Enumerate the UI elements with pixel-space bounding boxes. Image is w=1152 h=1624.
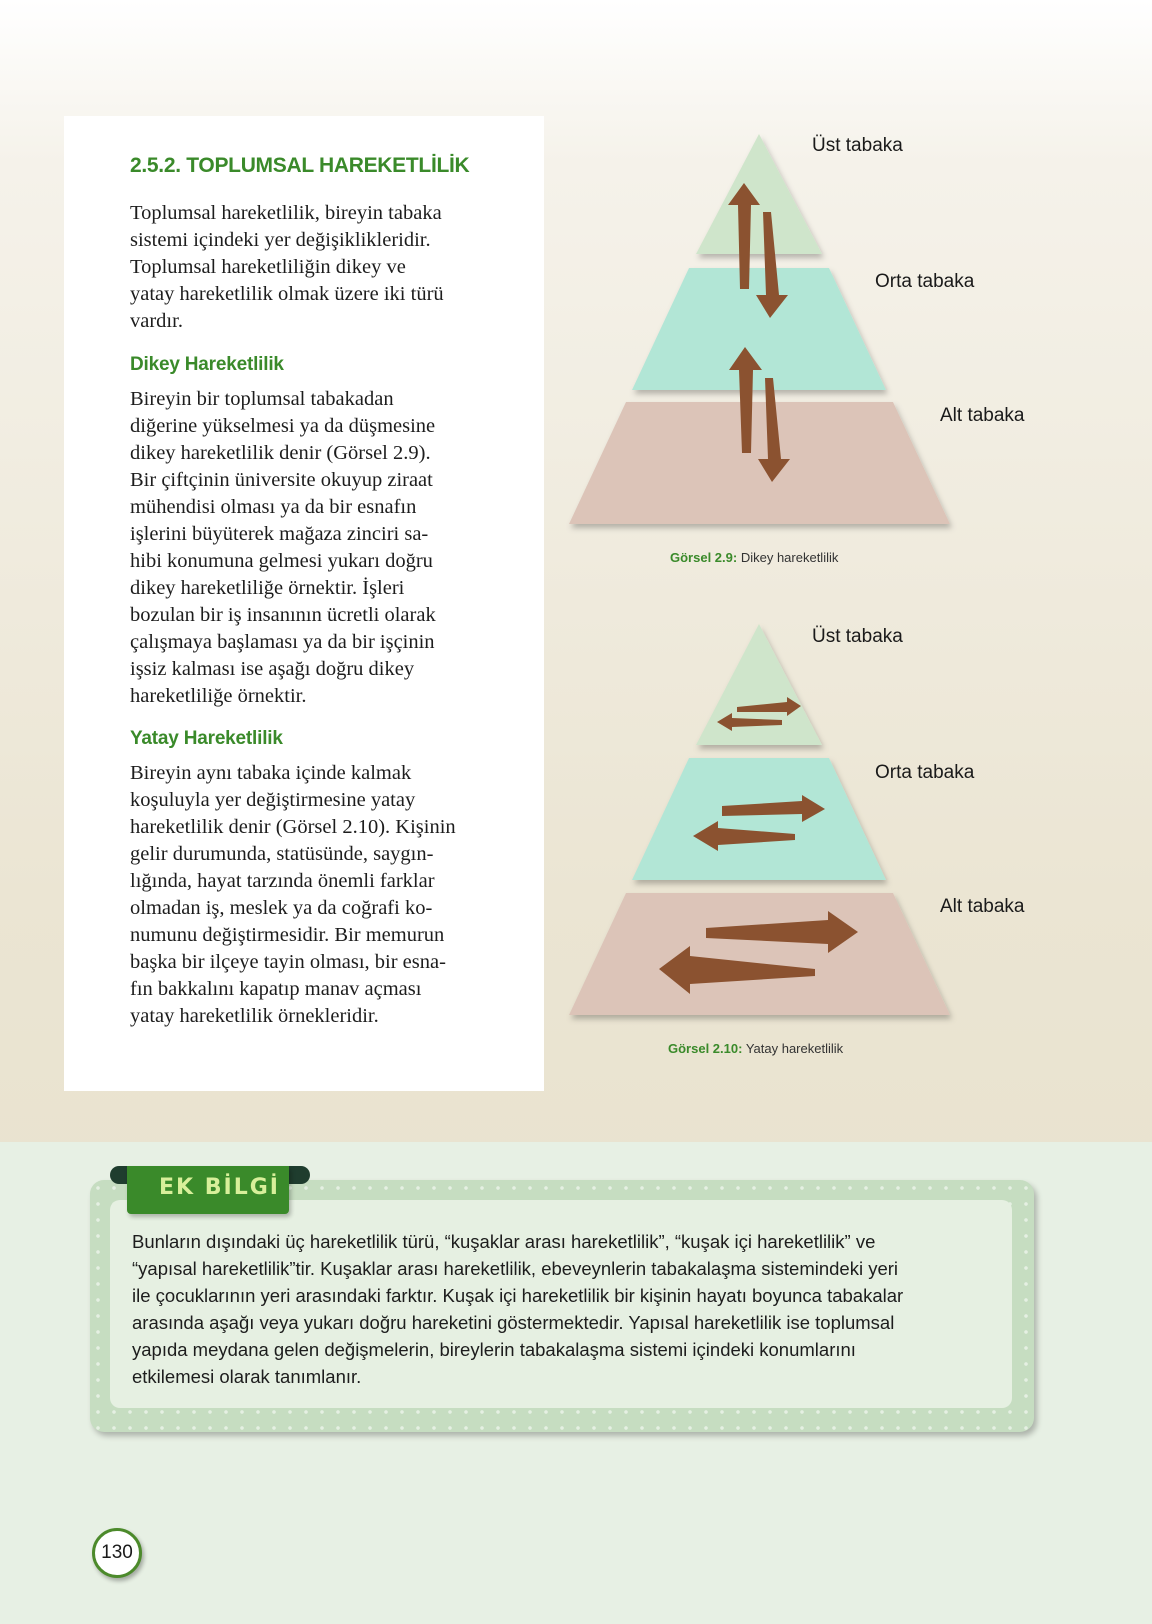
text-line: başka bir ilçeye tayin olması, bir esna- bbox=[130, 951, 446, 973]
text-line: olmadan iş, meslek ya da coğrafi ko- bbox=[130, 897, 433, 919]
figure-caption bbox=[670, 550, 838, 565]
caption-text: Dikey hareketlilik bbox=[740, 550, 839, 565]
text-line: arasında aşağı veya yukarı doğru hareketini göstermektedir. Yapısal hareketlilik ise toplumsal bbox=[132, 1312, 895, 1333]
text-line: işsiz kalması ise aşağı doğru dikey bbox=[130, 658, 415, 680]
tier-middle bbox=[632, 268, 886, 390]
text-line: lığında, hayat tarzında önemli farklar bbox=[130, 870, 435, 892]
caption-number: Görsel 2.9: bbox=[670, 550, 738, 565]
tier-top bbox=[696, 134, 822, 254]
text-line: numunu değiştirmesidir. Bir memurun bbox=[130, 924, 445, 946]
text-line: etkilemesi olarak tanımlanır. bbox=[132, 1366, 362, 1387]
label-middle-tier: Orta tabaka bbox=[875, 271, 975, 292]
label-lower-tier: Alt tabaka bbox=[940, 896, 1025, 917]
text-line: ile çocuklarının yeri arasındaki farktır. Kuşak içi hareketlilik bir kişinin hayatı boyunca tabakalar bbox=[132, 1285, 904, 1306]
pyramid-horizontal bbox=[569, 624, 950, 1015]
text-line: Toplumsal hareketliliğin dikey ve bbox=[130, 256, 406, 278]
label-upper-tier: Üst tabaka bbox=[812, 135, 903, 156]
text-line: sistemi içindeki yer değişiklikleridir. bbox=[130, 229, 431, 251]
text-line: işlerini büyüterek mağaza zinciri sa- bbox=[130, 523, 429, 545]
horizontal-heading: Yatay Hareketlilik bbox=[130, 728, 283, 749]
info-title-tab bbox=[127, 1166, 289, 1214]
tier-bottom bbox=[569, 893, 950, 1015]
tier-top bbox=[696, 624, 822, 745]
vertical-heading: Dikey Hareketlilik bbox=[130, 354, 284, 375]
text-line: mühendisi olması ya da bir esnafın bbox=[130, 496, 417, 518]
text-line: yatay hareketlilik örnekleridir. bbox=[130, 1005, 379, 1027]
text-line: diğerine yükselmesi ya da düşmesine bbox=[130, 415, 436, 437]
page-number: 130 bbox=[92, 1528, 142, 1578]
text-line: yapıda meydana gelen değişmelerin, bireylerin tabakalaşma sistemi içindeki konumlarını bbox=[132, 1339, 856, 1360]
tier-bottom bbox=[569, 402, 950, 524]
text-line: hibi konumuna gelmesi yukarı doğru bbox=[130, 550, 433, 572]
pyramid-vertical bbox=[569, 134, 950, 524]
text-line: fın bakkalını kapatıp manav açması bbox=[130, 978, 422, 1000]
text-line: Toplumsal hareketlilik, bireyin tabaka bbox=[130, 202, 442, 224]
tier-middle bbox=[632, 758, 886, 880]
text-line: yatay hareketlilik olmak üzere iki türü bbox=[130, 283, 444, 305]
section-title: 2.5.2. TOPLUMSAL HAREKETLİLİK bbox=[130, 154, 470, 177]
label-upper-tier: Üst tabaka bbox=[812, 626, 903, 647]
label-lower-tier: Alt tabaka bbox=[940, 405, 1025, 426]
text-line: “yapısal hareketlilik”tir. Kuşaklar arası hareketlilik, ebeveynlerin tabakalaşma sistemindeki yeri bbox=[132, 1258, 899, 1279]
info-title: EK BİLGİ bbox=[159, 1175, 280, 1200]
caption-text: Yatay hareketlilik bbox=[745, 1041, 844, 1056]
caption-number: Görsel 2.10: bbox=[668, 1041, 743, 1056]
label-middle-tier: Orta tabaka bbox=[875, 762, 975, 783]
text-line: hareketlilik denir (Görsel 2.10). Kişinin bbox=[130, 816, 456, 838]
text-line: dikey hareketlilik denir (Görsel 2.9). bbox=[130, 442, 431, 464]
text-line: Bunların dışındaki üç hareketlilik türü, “kuşaklar arası hareketlilik”, “kuşak içi hareketlilik” ve bbox=[132, 1231, 876, 1252]
text-line: bozulan bir iş insanının ücretli olarak bbox=[130, 604, 436, 626]
text-line: gelir durumunda, statüsünde, saygın- bbox=[130, 843, 434, 865]
text-line: dikey hareketliliğe örnektir. İşleri bbox=[130, 577, 405, 599]
text-line: çalışmaya başlaması ya da bir işçinin bbox=[130, 631, 435, 653]
text-line: hareketliliğe örnektir. bbox=[130, 685, 307, 707]
text-line: vardır. bbox=[130, 310, 183, 332]
info-text bbox=[132, 1228, 992, 1390]
text-line: Bir çiftçinin üniversite okuyup ziraat bbox=[130, 469, 433, 491]
text-line: Bireyin bir toplumsal tabakadan bbox=[130, 388, 394, 410]
text-line: koşuluyla yer değiştirmesine yatay bbox=[130, 789, 416, 811]
figure-caption bbox=[668, 1041, 843, 1056]
info-box bbox=[90, 1180, 1034, 1432]
text-line: Bireyin aynı tabaka içinde kalmak bbox=[130, 762, 412, 784]
